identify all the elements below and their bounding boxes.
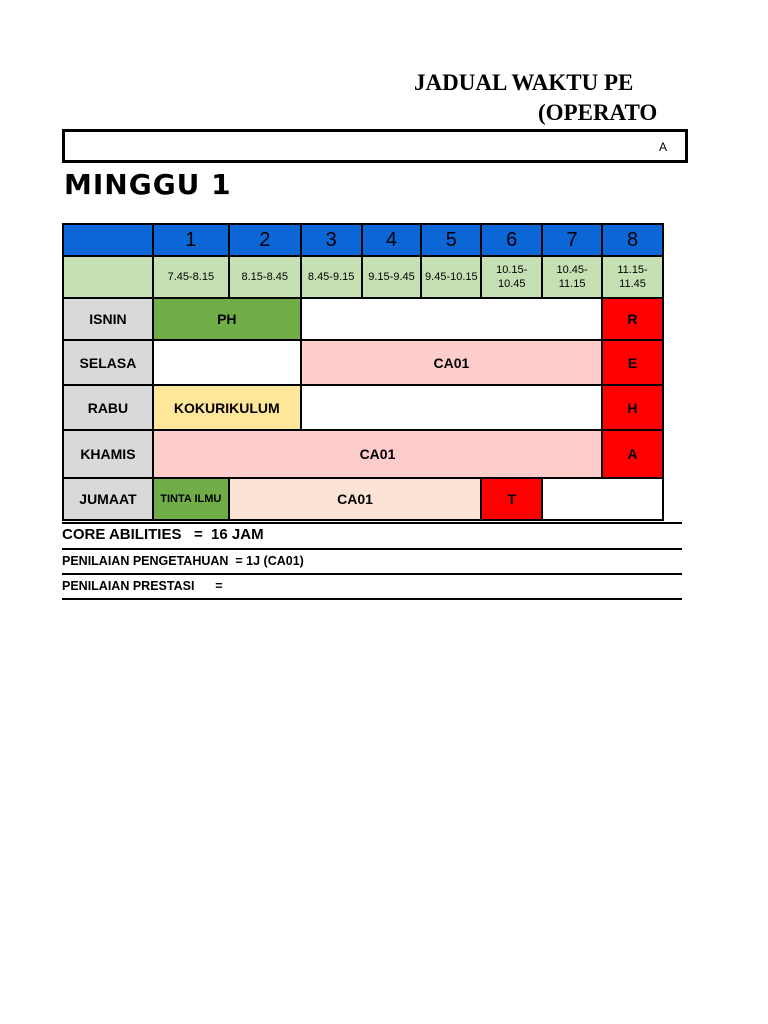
penilaian-pengetahuan-line: PENILAIAN PENGETAHUAN = 1J (CA01) (62, 550, 682, 575)
row-selasa (63, 340, 663, 385)
empty-cell (301, 385, 602, 430)
header-corner-cell (63, 224, 153, 256)
row-khamis (63, 430, 663, 478)
period-cell: 3 (301, 224, 362, 256)
day-name-cell: ISNIN (63, 298, 153, 340)
ca01-cell: CA01 (153, 430, 602, 478)
rehat-cell: H (602, 385, 663, 430)
time-cell: 7.45-8.15 (153, 256, 229, 298)
core-abilities-line: CORE ABILITIES = 16 JAM (62, 524, 682, 550)
day-name-cell: SELASA (63, 340, 153, 385)
time-cell: 9.45-10.15 (421, 256, 481, 298)
row-isnin (63, 298, 663, 340)
empty-cell (542, 478, 663, 520)
time-cell: 8.15-8.45 (229, 256, 301, 298)
timetable-subtitle: (OPERATO (538, 100, 658, 125)
info-box-text: A (659, 140, 668, 154)
empty-cell (301, 298, 602, 340)
time-corner-cell (63, 256, 153, 298)
info-box (62, 129, 688, 163)
rehat-cell: E (602, 340, 663, 385)
day-name-cell: RABU (63, 385, 153, 430)
period-cell: 8 (602, 224, 663, 256)
period-cell: 1 (153, 224, 229, 256)
time-cell: 9.15-9.45 (362, 256, 422, 298)
ph-cell: PH (153, 298, 301, 340)
ca01-cell: CA01 (229, 478, 482, 520)
rehat-cell: A (602, 430, 663, 478)
time-row (63, 256, 663, 298)
time-cell: 10.15- 10.45 (481, 256, 542, 298)
row-jumaat (63, 478, 663, 520)
time-cell: 10.45- 11.15 (542, 256, 602, 298)
t-cell: T (481, 478, 542, 520)
empty-cell (153, 340, 301, 385)
tinta-ilmu-cell: TINTA ILMU (153, 478, 229, 520)
day-name-cell: JUMAAT (63, 478, 153, 520)
kokurikulum-cell: KOKURIKULUM (153, 385, 301, 430)
penilaian-prestasi-line: PENILAIAN PRESTASI = (62, 575, 682, 600)
timetable-title: JADUAL WAKTU PE (414, 70, 634, 95)
ca01-cell: CA01 (301, 340, 602, 385)
timetable-grid (62, 223, 664, 521)
week-label: MINGGU 1 (64, 168, 232, 201)
period-cell: 5 (421, 224, 481, 256)
period-cell: 6 (481, 224, 542, 256)
period-cell: 7 (542, 224, 602, 256)
period-cell: 4 (362, 224, 422, 256)
period-header-row (63, 224, 663, 256)
period-cell: 2 (229, 224, 301, 256)
day-name-cell: KHAMIS (63, 430, 153, 478)
row-rabu (63, 385, 663, 430)
time-cell: 11.15- 11.45 (602, 256, 663, 298)
time-cell: 8.45-9.15 (301, 256, 362, 298)
rehat-cell: R (602, 298, 663, 340)
